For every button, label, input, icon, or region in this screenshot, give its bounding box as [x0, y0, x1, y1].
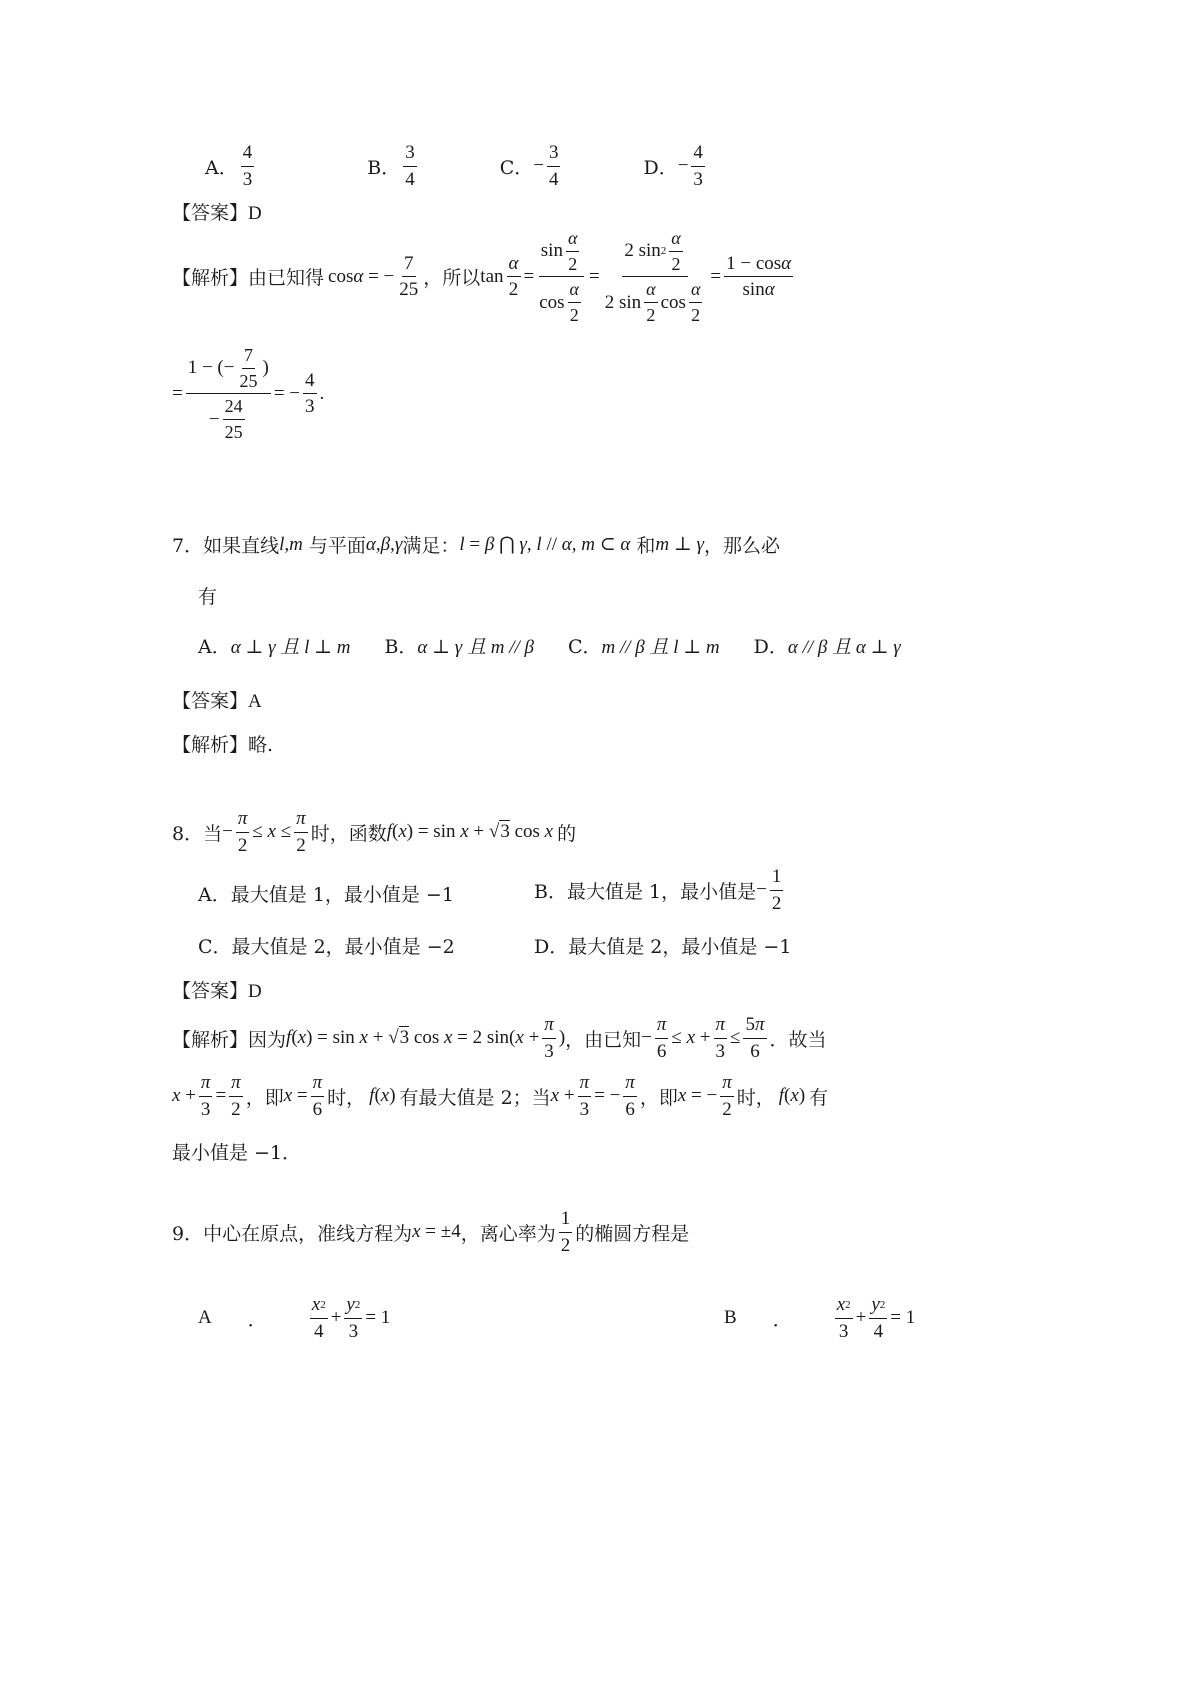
q7-number: 7．	[172, 535, 204, 557]
q7-option-b: B．α ⊥ γ 且 m // β	[384, 636, 534, 658]
q7-option-c: C．m // β 且 l ⊥ m	[567, 636, 720, 658]
q7-analysis: 【解析】略.	[172, 734, 274, 756]
q8-answer: 【答案】D	[172, 980, 262, 1002]
q9-option-b: B ． x 2 3 + y 2 4 = 1	[724, 1294, 916, 1342]
q6-option-b-value: $\frac{3}{4}$	[405, 142, 415, 190]
q7-stem-line2: 有	[198, 586, 218, 608]
q6-answer: 【答案】D	[172, 202, 262, 224]
q8-option-a: A． 最大值是 1，最小值是 −1	[198, 884, 454, 906]
q6-option-a: A． $\frac{4}{3}$	[205, 142, 253, 190]
q6-option-c: C． − $\frac{3}{4}$	[499, 142, 559, 190]
q8-option-d: D． 最大值是 2，最小值是 −1	[534, 936, 792, 958]
q7-option-a: A．α ⊥ γ 且 l ⊥ m	[198, 636, 351, 658]
q6-analysis-line1: 【解析】 由已知得 cosα = − $\frac{7}{25}$ ，所以 tan $\frac{\alpha}{2}$ = sin $\frac{\alpha}{2}$ cos $\frac{\alpha}{2}$ = 2 sin 2 $\frac{\alpha}{2}$ 2 sin $\frac{\alpha}{2}$ cos $\frac{\alpha}{2}$ = 1 − cos α sin α	[172, 228, 792, 326]
q8-analysis-line1: 【解析】 因为 f(x) = sin x + √3 cos x = 2 sin(x + $\frac{\pi}{3}$ ) ，由已知 − $\frac{\pi}{6}$ ≤ x + $\frac{\pi}{3}$ ≤ 5 π 6 ．故当	[172, 1014, 827, 1062]
q9-stem: 9． 中心在原点，准线方程为 x = ±4 ，离心率为 $\frac{1}{2}$ 的椭圆方程是	[172, 1208, 690, 1256]
q7-stem: 7． 如果直线 l , m 与平面 α , β , γ 满足： l = β ⋂ γ, l // α, m ⊂ α 和 m ⊥ γ ，那么必	[172, 531, 780, 558]
q8-option-b: B． 最大值是 1，最小值是 − $\frac{1}{2}$	[534, 866, 782, 914]
q8-analysis-line3: 最小值是 −1．	[172, 1142, 302, 1164]
q6-option-b: B． $\frac{3}{4}$	[367, 142, 415, 190]
q8-option-c: C． 最大值是 2，最小值是 −2	[198, 936, 455, 958]
q6-option-d: D． − $\frac{4}{3}$	[643, 142, 703, 190]
q9-option-a: A ． x 2 4 + y 2 3 = 1	[198, 1294, 391, 1342]
q8-number: 8．	[172, 822, 204, 845]
q6-option-c-value: $\frac{3}{4}$	[548, 142, 559, 190]
q6-analysis-line2: = 1 − (− $\frac{7}{25}$ ) − $\frac{24}{25}$ = − $\frac{4}{3}$ .	[172, 345, 325, 443]
q6-options	[205, 142, 708, 191]
q6-option-d-value: $\frac{4}{3}$	[693, 142, 703, 190]
q8-stem: 8． 当 − $\frac{\pi}{2}$ ≤ x ≤ $\frac{\pi}{2}$ 时，函数 f(x) = sin x + √3 cos x 的	[172, 808, 577, 856]
q9-number: 9．	[172, 1222, 204, 1245]
q7-answer: 【答案】A	[172, 690, 262, 712]
q7-options	[198, 632, 901, 659]
q8-analysis-line2: x + $\frac{\pi}{3}$ = $\frac{\pi}{2}$ ，即 x = $\frac{\pi}{6}$ 时， f(x) 有最大值是 2；当 x + $\frac{\pi}{3}$ = − $\frac{\pi}{6}$ ，即 x = − $\frac{\pi}{2}$ 时， f(x) 有	[172, 1072, 829, 1120]
q7-option-d: D．α // β 且 α ⊥ γ	[753, 636, 901, 658]
q6-option-a-value: $\frac{4}{3}$	[242, 142, 253, 190]
